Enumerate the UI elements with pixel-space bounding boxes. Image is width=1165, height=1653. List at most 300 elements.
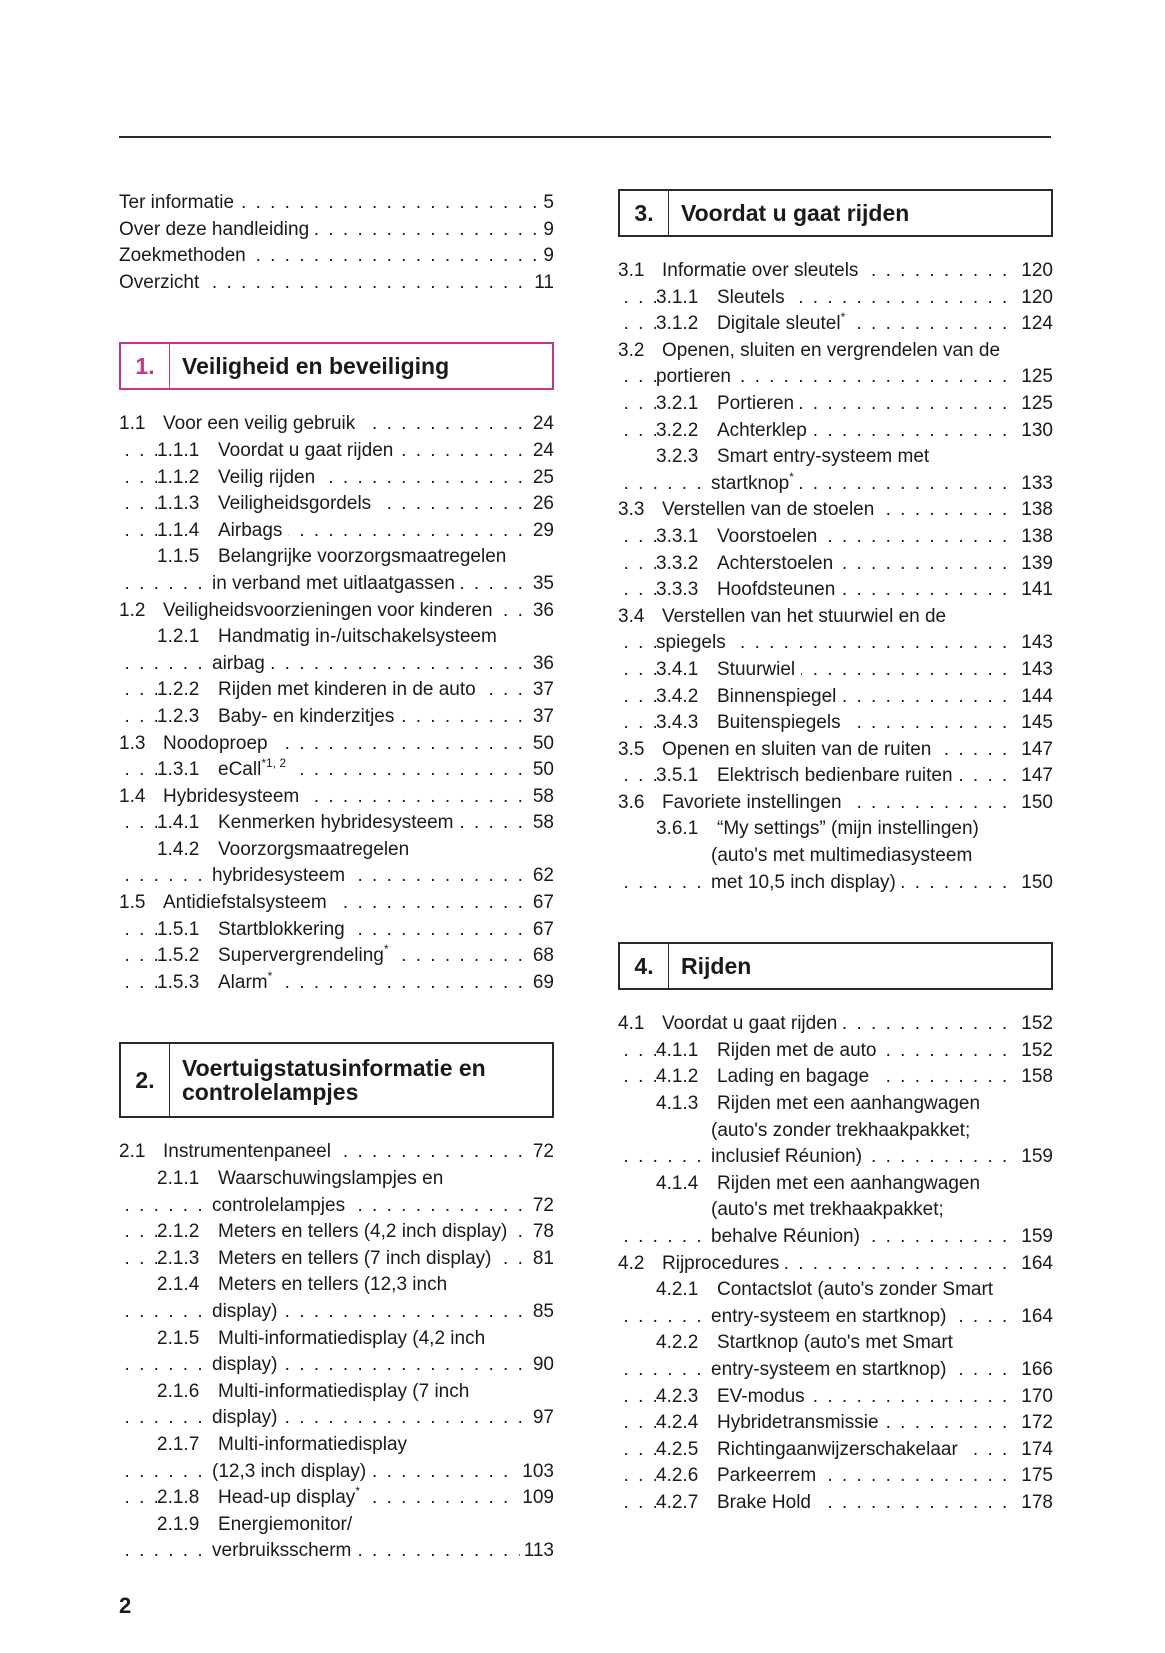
entry-title	[711, 1359, 952, 1380]
toc-entry[interactable]	[618, 551, 1053, 578]
entry-number: 4.2.4	[656, 1410, 717, 1437]
entry-title	[662, 340, 1006, 361]
toc-entry[interactable]	[119, 1193, 554, 1220]
entry-page: 72	[529, 1139, 554, 1166]
toc-entry[interactable]	[119, 270, 554, 297]
entry-title-text: Over deze handleiding	[119, 218, 310, 240]
entry-title	[717, 1386, 811, 1407]
entry-page: 90	[529, 1352, 554, 1379]
toc-entry[interactable]	[618, 710, 1053, 737]
entry-number: 3.3	[618, 497, 662, 524]
toc-entry[interactable]	[119, 651, 554, 678]
entry-number: 3.4.2	[656, 684, 717, 711]
entry-title-text: Digitale sleutel	[717, 313, 841, 335]
entry-title-text: (auto's met trekhaakpakket;	[711, 1199, 944, 1221]
entry-number: 2.1.6	[157, 1379, 218, 1406]
entry-number: 2.1	[119, 1139, 163, 1166]
entry-number: 3.1.1	[656, 285, 717, 312]
entry-page: 24	[529, 411, 554, 438]
entry-number: 1.1.1	[157, 438, 218, 465]
entry-title-text: Voorzorgsmaatregelen	[218, 838, 410, 860]
entry-page: 85	[529, 1299, 554, 1326]
entry-title-text: Head-up display	[218, 1487, 356, 1509]
entry-title	[212, 1461, 372, 1482]
entry-title	[717, 579, 841, 600]
entry-number: 1.1.5	[157, 544, 218, 571]
entry-title	[717, 446, 935, 467]
toc-entry[interactable]	[618, 1224, 1053, 1251]
entry-title	[218, 1168, 449, 1189]
entry-page: 152	[1017, 1011, 1053, 1038]
entry-title	[717, 712, 847, 733]
entry-title	[212, 1354, 283, 1375]
toc-entry[interactable]	[119, 465, 554, 492]
footnote-marker: *	[789, 470, 794, 484]
entry-title-text: Waarschuwingslampjes en	[218, 1168, 444, 1190]
toc-entry[interactable]	[119, 438, 554, 465]
toc-entry[interactable]	[119, 243, 554, 270]
toc-entry[interactable]	[119, 1326, 554, 1353]
toc-entry[interactable]	[119, 217, 554, 244]
entry-title-text: Stuurwiel	[717, 658, 796, 680]
toc-entry[interactable]	[618, 1064, 1053, 1091]
entry-title-text: Handmatig in-/uitschakelsysteem	[218, 626, 497, 648]
toc-entry[interactable]	[119, 731, 554, 758]
entry-page: 58	[529, 810, 554, 837]
entry-title	[717, 1439, 964, 1460]
entry-title	[163, 733, 274, 754]
entry-page: 145	[1017, 710, 1053, 737]
toc-entry[interactable]	[618, 763, 1053, 790]
entry-page: 125	[1017, 364, 1053, 391]
entry-title	[717, 420, 813, 441]
entry-title	[119, 192, 240, 213]
toc-entry[interactable]	[119, 1405, 554, 1432]
chapter-title-line: Voertuigstatusinformatie en	[182, 1055, 486, 1082]
entry-title-text: Buitenspiegels	[717, 712, 841, 734]
toc-entry[interactable]	[618, 311, 1053, 338]
entry-number: 3.1	[618, 258, 662, 285]
toc-entry[interactable]	[119, 970, 554, 997]
entry-number: 3.4.3	[656, 710, 717, 737]
toc-entry[interactable]	[119, 917, 554, 944]
toc-entry[interactable]	[618, 684, 1053, 711]
toc-entry[interactable]	[119, 757, 554, 784]
entry-number: 1.1.3	[157, 491, 218, 518]
entry-title-text: inclusief Réunion)	[711, 1146, 863, 1168]
entry-page: 50	[529, 757, 554, 784]
entry-title-text: Startblokkering	[218, 918, 345, 940]
toc-entry[interactable]	[119, 1246, 554, 1273]
entry-title	[218, 493, 377, 514]
chapter-1-header[interactable]	[119, 342, 554, 390]
toc-entry[interactable]	[618, 1197, 1053, 1224]
toc-entry[interactable]	[618, 1357, 1053, 1384]
entry-number: 4.1.1	[656, 1038, 717, 1065]
entry-number: 1.4.1	[157, 810, 218, 837]
toc-entry[interactable]	[618, 1304, 1053, 1331]
entry-number: 3.3.2	[656, 551, 717, 578]
toc-entry[interactable]	[119, 544, 554, 571]
entry-page: 26	[529, 491, 554, 518]
leader-dots	[119, 1299, 554, 1326]
toc-entry[interactable]	[618, 1118, 1053, 1145]
entry-title	[218, 945, 395, 966]
toc-entry[interactable]	[119, 784, 554, 811]
entry-page: 72	[529, 1193, 554, 1220]
toc-entry[interactable]	[119, 1352, 554, 1379]
entry-number: 2.1.2	[157, 1219, 218, 1246]
entry-title	[218, 679, 482, 700]
entry-title-text: eCall	[218, 759, 262, 781]
entry-title	[119, 245, 252, 266]
toc-entry[interactable]	[618, 1038, 1053, 1065]
entry-title	[711, 470, 800, 494]
entry-title-text: Parkeerrem	[717, 1465, 817, 1487]
toc-entry[interactable]	[618, 524, 1053, 551]
entry-title	[218, 1434, 413, 1455]
entry-title	[717, 818, 985, 839]
entry-title-text: Multi-informatiedisplay	[218, 1433, 408, 1455]
entry-title-text: Smart entry-systeem met	[717, 446, 930, 468]
entry-title-text: spiegels	[656, 632, 726, 654]
entry-page: 158	[1017, 1064, 1053, 1091]
toc-entry[interactable]	[119, 1459, 554, 1486]
toc-left-column	[119, 190, 554, 1565]
entry-title	[717, 1492, 817, 1513]
chapter-2-header[interactable]	[119, 1042, 554, 1118]
entry-page: 69	[529, 970, 554, 997]
entry-title	[218, 626, 503, 647]
toc-entry[interactable]	[618, 790, 1053, 817]
chapter-1-entries	[119, 411, 554, 996]
footnote-marker: *	[383, 943, 389, 957]
toc-entry[interactable]	[618, 1463, 1053, 1490]
entry-title	[711, 845, 978, 866]
toc-entry[interactable]	[119, 598, 554, 625]
entry-title	[218, 1514, 358, 1535]
entry-page: 178	[1017, 1490, 1053, 1517]
toc-entry[interactable]	[618, 843, 1053, 870]
footnote-marker: *1, 2	[261, 757, 286, 771]
entry-page: 35	[529, 571, 554, 598]
toc-entry[interactable]	[119, 411, 554, 438]
entry-title-text: Antidiefstalsysteem	[163, 892, 327, 914]
toc-entry[interactable]	[119, 1538, 554, 1565]
chapter-3-header[interactable]	[618, 189, 1053, 237]
entry-title	[212, 1407, 283, 1428]
toc-entry[interactable]	[618, 1277, 1053, 1304]
entry-title-text: Supervergrendeling	[218, 945, 384, 967]
toc-entry[interactable]	[618, 418, 1053, 445]
entry-title	[717, 287, 791, 308]
entry-page: 172	[1017, 1410, 1053, 1437]
entry-number: 3.1.2	[656, 311, 717, 338]
toc-entry[interactable]	[618, 444, 1053, 471]
entry-page: 139	[1017, 551, 1053, 578]
entry-title	[218, 919, 351, 940]
entry-number: 1.4	[119, 784, 163, 811]
toc-entry[interactable]	[119, 571, 554, 598]
entry-title-text: Veilig rijden	[218, 466, 316, 488]
entry-page: 152	[1017, 1038, 1053, 1065]
chapter-2-entries	[119, 1139, 554, 1565]
entry-title-text: verbruiksscherm	[212, 1540, 352, 1562]
toc-entry[interactable]	[119, 1219, 554, 1246]
entry-title	[212, 865, 351, 886]
entry-title-text: (auto's zonder trekhaakpakket;	[711, 1119, 971, 1141]
entry-title	[218, 839, 415, 860]
chapter-title	[170, 1044, 486, 1116]
entry-title-text: Achterstoelen	[717, 552, 834, 574]
toc-entry[interactable]	[119, 890, 554, 917]
entry-title-text: portieren	[656, 366, 731, 388]
entry-page: 58	[529, 784, 554, 811]
toc-entry[interactable]	[618, 1251, 1053, 1278]
entry-number: 4.2.7	[656, 1490, 717, 1517]
entry-page: 68	[529, 943, 554, 970]
entry-title-text: Airbags	[218, 519, 283, 541]
leader-dots	[119, 1352, 554, 1379]
entry-title-text: Meters en tellers (4,2 inch display)	[218, 1221, 508, 1243]
entry-title	[218, 812, 460, 833]
entry-page: 130	[1017, 418, 1053, 445]
entry-title	[717, 526, 823, 547]
entry-title	[218, 1274, 453, 1295]
toc-entry[interactable]	[119, 837, 554, 864]
toc-entry[interactable]	[119, 1432, 554, 1459]
entry-page: 124	[1017, 311, 1053, 338]
entry-title	[656, 366, 737, 387]
toc-entry[interactable]	[119, 1299, 554, 1326]
entry-number: 4.1.3	[656, 1091, 717, 1118]
entry-title-text: Noodoproep	[163, 732, 268, 754]
toc-entry[interactable]	[119, 190, 554, 217]
entry-title	[218, 1381, 475, 1402]
entry-page: 9	[539, 217, 554, 244]
entry-page: 166	[1017, 1357, 1053, 1384]
entry-number: 1.1.4	[157, 518, 218, 545]
entry-title-text: Multi-informatiedisplay (4,2 inch	[218, 1327, 486, 1349]
toc-entry[interactable]	[618, 870, 1053, 897]
toc-entry[interactable]	[119, 1485, 554, 1512]
toc-entry[interactable]	[618, 1091, 1053, 1118]
toc-entry[interactable]	[618, 1011, 1053, 1038]
chapter-4-entries	[618, 1011, 1053, 1516]
toc-entry[interactable]	[618, 1330, 1053, 1357]
entry-title-text: Achterklep	[717, 419, 807, 441]
entry-title-text: Hybridesysteem	[163, 785, 300, 807]
entry-title-text: controlelampjes	[212, 1194, 346, 1216]
toc-entry[interactable]	[618, 1171, 1053, 1198]
toc-entry[interactable]	[618, 816, 1053, 843]
entry-title	[212, 1540, 357, 1561]
entry-number: 3.5.1	[656, 763, 717, 790]
entry-number: 2.1.9	[157, 1512, 218, 1539]
entry-page: 67	[529, 917, 554, 944]
entry-title	[218, 1328, 491, 1349]
toc-entry[interactable]	[618, 657, 1053, 684]
toc-entry[interactable]	[618, 471, 1053, 498]
toc-entry[interactable]	[119, 1139, 554, 1166]
toc-entry[interactable]	[119, 491, 554, 518]
entry-number: 3.2.3	[656, 444, 717, 471]
chapter-title: Veiligheid en beveiliging	[182, 353, 450, 380]
chapter-4-header[interactable]	[618, 942, 1053, 990]
entry-number: 1.2	[119, 598, 163, 625]
entry-title	[119, 272, 205, 293]
entry-title	[717, 765, 959, 786]
header-rule	[119, 136, 1051, 138]
entry-number: 3.6.1	[656, 816, 717, 843]
toc-entry[interactable]	[618, 737, 1053, 764]
entry-page: 143	[1017, 657, 1053, 684]
entry-number: 4.2.5	[656, 1437, 717, 1464]
toc-entry[interactable]	[119, 518, 554, 545]
entry-number: 4.2.3	[656, 1384, 717, 1411]
toc-entry[interactable]	[618, 497, 1053, 524]
entry-page: 81	[529, 1246, 554, 1273]
entry-title	[218, 520, 288, 541]
entry-number: 3.2	[618, 338, 662, 365]
entry-title-text: Startknop (auto's met Smart	[717, 1332, 953, 1354]
entry-title	[717, 313, 851, 334]
toc-entry[interactable]	[119, 943, 554, 970]
entry-title	[717, 1412, 885, 1433]
entry-title-text: Meters en tellers (7 inch display)	[218, 1247, 492, 1269]
entry-title-text: Voordat u gaat rijden	[662, 1013, 838, 1035]
entry-page: 133	[1017, 471, 1053, 498]
entry-page: 159	[1017, 1144, 1053, 1171]
entry-title-text: Voordat u gaat rijden	[218, 439, 394, 461]
toc-entry[interactable]	[119, 677, 554, 704]
toc-entry[interactable]	[119, 1512, 554, 1539]
chapter-title-line: controlelampjes	[182, 1079, 359, 1106]
toc-entry[interactable]	[119, 1272, 554, 1299]
toc-entry[interactable]	[618, 285, 1053, 312]
toc-entry[interactable]	[119, 624, 554, 651]
entry-title-text: Verstellen van het stuurwiel en de	[662, 605, 947, 627]
entry-title	[717, 393, 800, 414]
entry-number: 1.3.1	[157, 757, 218, 784]
entry-number: 1.2.3	[157, 704, 218, 731]
chapter-title: Voordat u gaat rijden	[681, 200, 910, 226]
entry-page: 36	[529, 651, 554, 678]
chapter-number: 2.	[121, 1044, 170, 1116]
entry-title-text: Binnenspiegel	[717, 685, 837, 707]
entry-title	[656, 632, 732, 653]
entry-page: 138	[1017, 497, 1053, 524]
entry-title	[717, 1040, 883, 1061]
entry-number: 1.5.2	[157, 943, 218, 970]
toc-entry[interactable]	[618, 1144, 1053, 1171]
entry-title-text: (auto's met multimediasysteem	[711, 845, 973, 867]
entry-title-text: Lading en bagage	[717, 1066, 870, 1088]
entry-title-text: Belangrijke voorzorgsmaatregelen	[218, 546, 507, 568]
toc-entry[interactable]	[119, 1166, 554, 1193]
toc-entry[interactable]	[618, 258, 1053, 285]
entry-title-text: Verstellen van de stoelen	[662, 499, 875, 521]
toc-entry[interactable]	[618, 391, 1053, 418]
entry-page: 174	[1017, 1437, 1053, 1464]
entry-page: 138	[1017, 524, 1053, 551]
entry-title-text: Zoekmethoden	[119, 245, 246, 267]
entry-title	[218, 969, 278, 993]
entry-title-text: Voor een veilig gebruik	[163, 413, 356, 435]
toc-entry[interactable]	[119, 810, 554, 837]
entry-number: 4.2.2	[656, 1330, 717, 1357]
entry-title	[662, 739, 937, 760]
entry-page: 150	[1017, 870, 1053, 897]
entry-title	[717, 1173, 986, 1194]
entry-number: 1.5.3	[157, 970, 218, 997]
entry-title-text: Rijden met kinderen in de auto	[218, 679, 476, 701]
entry-title	[218, 467, 321, 488]
entry-number: 3.4.1	[656, 657, 717, 684]
toc-entry[interactable]	[119, 704, 554, 731]
toc-entry[interactable]	[618, 1384, 1053, 1411]
toc-entry[interactable]	[618, 604, 1053, 631]
entry-title	[119, 219, 315, 240]
entry-title	[717, 1066, 875, 1087]
toc-entry[interactable]	[618, 1490, 1053, 1517]
entry-title	[163, 786, 305, 807]
entry-title-text: behalve Réunion)	[711, 1226, 860, 1247]
entry-number: 1.3	[119, 731, 163, 758]
entry-page: 147	[1017, 737, 1053, 764]
entry-number: 2.1.3	[157, 1246, 218, 1273]
toc-entry[interactable]	[618, 338, 1053, 365]
toc-entry[interactable]	[119, 863, 554, 890]
entry-page: 143	[1017, 630, 1053, 657]
toc-entry[interactable]	[618, 1410, 1053, 1437]
entry-title	[662, 260, 864, 281]
entry-title	[711, 1226, 866, 1247]
entry-title-text: display)	[212, 1301, 278, 1322]
toc-entry[interactable]	[119, 1379, 554, 1406]
entry-number: 2.1.1	[157, 1166, 218, 1193]
entry-title	[218, 1221, 513, 1242]
entry-title-text: display)	[212, 1407, 278, 1429]
chapter-number: 4.	[620, 944, 669, 988]
entry-title-text: Hybridetransmissie	[717, 1412, 879, 1434]
entry-title	[163, 892, 333, 913]
toc-entry[interactable]	[618, 364, 1053, 391]
entry-title-text: Informatie over sleutels	[662, 260, 859, 281]
toc-entry[interactable]	[618, 577, 1053, 604]
entry-number: 2.1.7	[157, 1432, 218, 1459]
entry-page: 67	[529, 890, 554, 917]
entry-title-text: Brake Hold	[717, 1491, 811, 1513]
footnote-marker: *	[267, 969, 273, 983]
entry-page: 170	[1017, 1384, 1053, 1411]
entry-title-text: Favoriete instellingen	[662, 791, 842, 813]
chapter-title: Rijden	[681, 953, 752, 980]
entry-page: 150	[1017, 790, 1053, 817]
entry-number: 1.1.2	[157, 465, 218, 492]
entry-title	[662, 499, 880, 520]
entry-page: 103	[518, 1459, 554, 1486]
entry-number: 4.1	[618, 1011, 662, 1038]
entry-title-text: Alarm	[218, 971, 268, 993]
entry-title-text: Hoofdsteunen	[717, 579, 836, 601]
toc-entry[interactable]	[618, 630, 1053, 657]
entry-title-text: (12,3 inch display)	[212, 1460, 367, 1482]
entry-page: 109	[518, 1485, 554, 1512]
entry-title-text: Meters en tellers (12,3 inch	[218, 1274, 448, 1296]
entry-number: 1.1	[119, 411, 163, 438]
toc-entry[interactable]	[618, 1437, 1053, 1464]
